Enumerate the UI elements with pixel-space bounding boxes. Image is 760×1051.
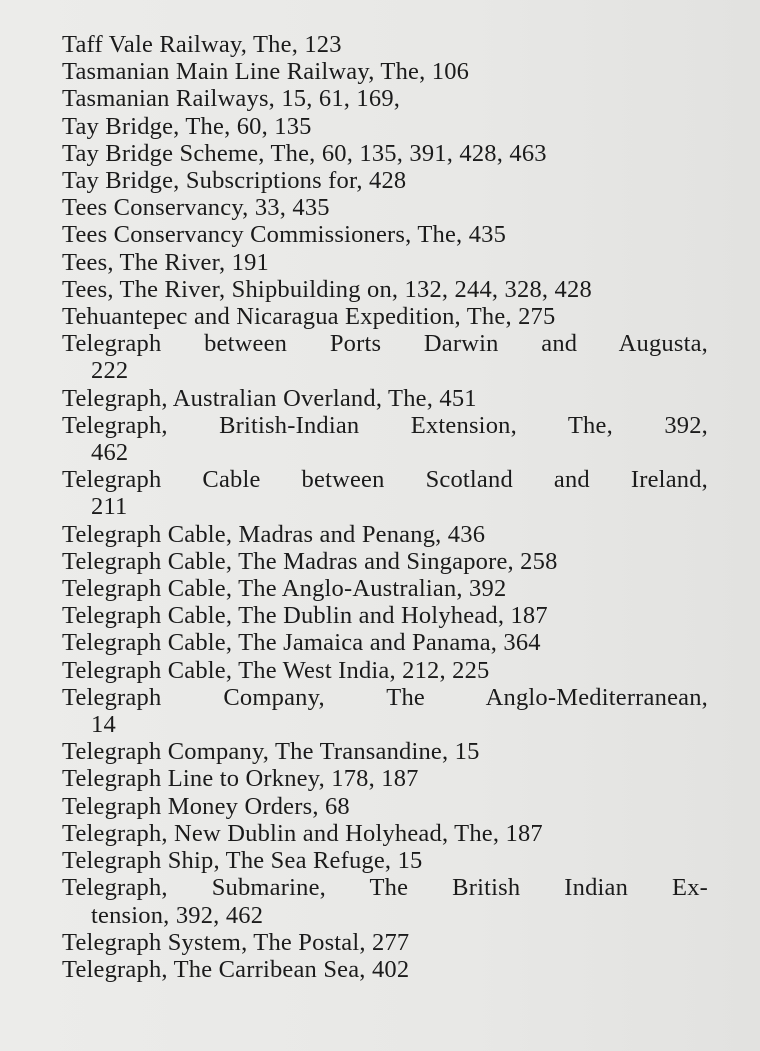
index-entry-text: Telegraph, The Carribean Sea, 402 — [62, 955, 410, 983]
index-entry — [62, 330, 708, 384]
index-entry — [62, 738, 708, 765]
index-entry — [62, 793, 708, 820]
index-entry-text: Telegraph Ship, The Sea Refuge, 15 — [62, 847, 423, 875]
index-entry-text: Tasmanian Railways, 15, 61, 169, — [62, 85, 401, 113]
index-entry — [62, 548, 708, 575]
index-entry-text: Telegraph, British-Indian Extension, The, 392, — [62, 411, 708, 439]
index-entry — [62, 466, 708, 520]
index-entry-text: Telegraph, New Dublin and Holyhead, The, 187 — [62, 819, 543, 847]
index-entry-text: Telegraph Cable, Madras and Penang, 436 — [62, 520, 486, 548]
index-entry — [62, 31, 708, 58]
index-entry-text: Telegraph Company, The Transandine, 15 — [62, 738, 480, 766]
index-entry — [62, 765, 708, 792]
index-entry-text: Telegraph between Ports Darwin and Augusta, — [62, 330, 708, 358]
index-entry — [62, 221, 708, 248]
index-entry-text: Telegraph Cable, The West India, 212, 225 — [62, 656, 490, 684]
index-entry — [62, 412, 708, 466]
index-entry-text: Telegraph Cable, The Jamaica and Panama, 364 — [62, 629, 541, 657]
index-entry-text: Telegraph, Submarine, The British Indian Ex- — [62, 874, 708, 902]
index-entry — [62, 58, 708, 85]
index-entry-text: Telegraph Money Orders, 68 — [62, 792, 350, 820]
index-entry-text: Tay Bridge, The, 60, 135 — [62, 112, 312, 140]
index-entry — [62, 113, 708, 140]
index-entry-text: Tees, The River, 191 — [62, 248, 270, 276]
index-entry — [62, 820, 708, 847]
index-entry-continuation: tension, 392, 462 — [91, 901, 264, 929]
index-entry — [62, 194, 708, 221]
index-entry — [62, 929, 708, 956]
index-entry-text: Telegraph System, The Postal, 277 — [62, 928, 410, 956]
index-entry — [62, 575, 708, 602]
index-entry-text: Tees Conservancy Commissioners, The, 435 — [62, 221, 507, 249]
index-entry-text: Telegraph Cable, The Anglo-Australian, 392 — [62, 575, 507, 603]
index-entry-text: Telegraph Cable, The Dublin and Holyhead, 187 — [62, 602, 548, 630]
index-entry — [62, 847, 708, 874]
index-entry-continuation: 14 — [91, 711, 116, 739]
index-entry — [62, 684, 708, 738]
index-entry — [62, 956, 708, 983]
index-entry-text: Telegraph Company, The Anglo-Mediterranean, — [62, 683, 708, 711]
index-entry — [62, 249, 708, 276]
index-list — [62, 31, 708, 983]
index-entry-text: Tay Bridge, Subscriptions for, 428 — [62, 167, 407, 195]
index-entry-text: Telegraph Cable, The Madras and Singapore, 258 — [62, 547, 558, 575]
index-entry — [62, 276, 708, 303]
index-entry-text: Tehuantepec and Nicaragua Expedition, The, 275 — [62, 303, 556, 331]
index-entry-text: Tees, The River, Shipbuilding on, 132, 244, 328, 428 — [62, 275, 592, 303]
index-entry — [62, 303, 708, 330]
index-entry — [62, 167, 708, 194]
index-entry — [62, 602, 708, 629]
index-entry — [62, 629, 708, 656]
index-entry-text: Taff Vale Railway, The, 123 — [62, 31, 342, 58]
index-entry — [62, 657, 708, 684]
index-entry-text: Tasmanian Main Line Railway, The, 106 — [62, 58, 470, 86]
index-entry-continuation: 211 — [91, 493, 128, 521]
index-entry-text: Telegraph, Australian Overland, The, 451 — [62, 384, 477, 412]
index-entry — [62, 140, 708, 167]
index-entry-text: Telegraph Cable between Scotland and Ireland, — [62, 466, 708, 494]
index-entry — [62, 385, 708, 412]
index-entry — [62, 874, 708, 928]
index-entry-text: Telegraph Line to Orkney, 178, 187 — [62, 765, 419, 793]
index-entry-text: Tees Conservancy, 33, 435 — [62, 194, 330, 222]
index-entry — [62, 85, 708, 112]
index-entry-text: Tay Bridge Scheme, The, 60, 135, 391, 428, 463 — [62, 139, 547, 167]
index-entry-continuation: 222 — [91, 357, 129, 385]
index-entry-continuation: 462 — [91, 439, 129, 467]
index-entry — [62, 521, 708, 548]
